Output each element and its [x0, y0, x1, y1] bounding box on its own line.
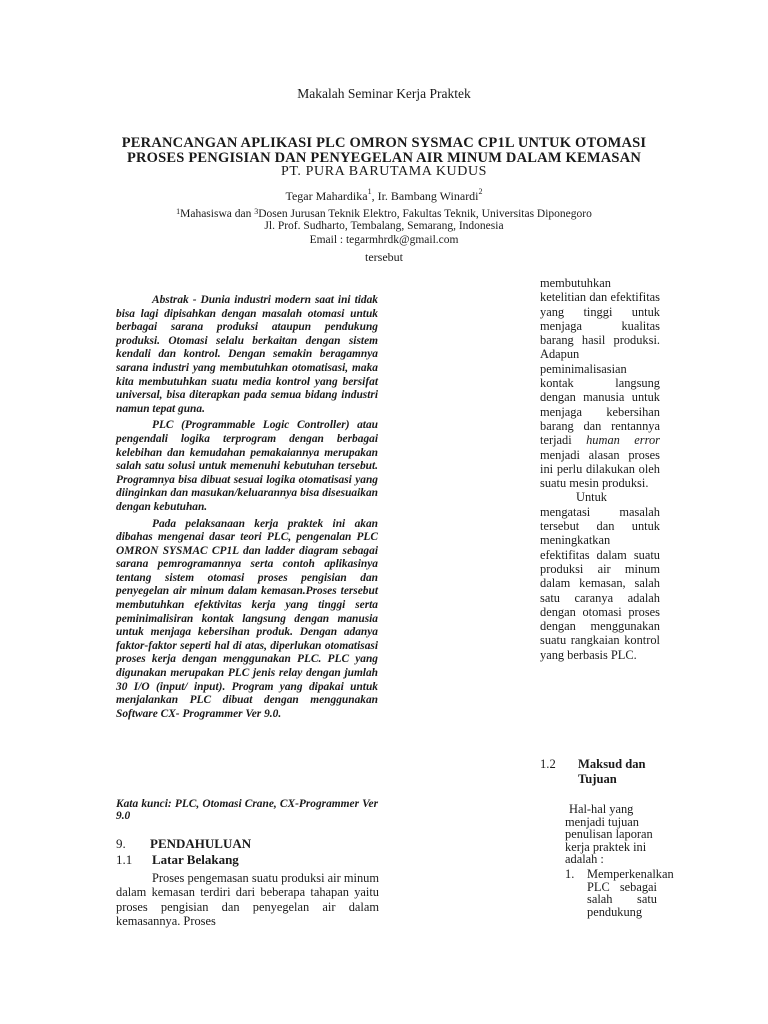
stray-word: tersebut [365, 250, 403, 264]
affil-sup-3: 3 [254, 207, 259, 216]
affiliation-line-2: Jl. Prof. Sudharto, Tembalang, Semarang, Indonesia [264, 220, 504, 232]
keywords: Kata kunci: PLC, Otomasi Crane, CX-Programmer Ver 9.0 [116, 798, 378, 822]
section-heading-pendahuluan [116, 836, 251, 852]
right-column-text [540, 276, 660, 662]
section-heading-latar-belakang [116, 852, 239, 868]
abstract-paragraph-3: Pada pelaksanaan kerja praktek ini akan dibahas mengenai dasar teori PLC, pengenalan PLC OMRON SYSMAC CP1L dan ladder diagram sebagai sarana pemrogramannya serta contoh aplikasinya tentang sistem otomasi proses pengisian dan penyegelan air minum dalam kemasan.Proses tersebut membutuhkan efektivitas kerja yang tinggi serta peminimalisiran kontak langsung dengan manusia untuk menjaga kebersihan produk. Dengan adanya faktor-faktor seperti hal di atas, diperlukan otomatisasi proses kerja dengan menggunakan PLC. PLC yang digunakan merupakan PLC jenis relay dengan jumlah 30 I/O (input/ input). Program yang dipakai untuk menjalankan PLC dibuat dengan menggunakan Software CX- Programmer Ver 9.0. [116, 517, 378, 720]
author-2: Ir. Bambang Winardi [377, 189, 479, 203]
section-number: 1.1 [116, 852, 133, 867]
abstract-paragraph-2: PLC (Programmable Logic Controller) atau pengendali logika terprogram dengan berbagai kelebihan dan kemudahan pemakaiannya merupakan salah satu solusi untuk memenuhi kebutuhan tersebut. Programnya bisa dibuat sesuai logika otomatisasi yang diinginkan dan masukan/keluarannya bisa disesuaikan dengan kebutuhan. [116, 419, 378, 513]
affiliation-block [0, 208, 768, 246]
affil-text-1: Mahasiswa dan [180, 208, 255, 220]
author-line [0, 189, 768, 204]
right-p1-italic: human error [586, 433, 660, 448]
purpose-paragraph [565, 803, 657, 866]
running-header: Makalah Seminar Kerja Praktek [297, 86, 471, 101]
title-line-2: PROSES PENGISIAN DAN PENYEGELAN AIR MINUM DALAM KEMASAN [126, 150, 642, 166]
list-item-text: Memperkenalkan PLC sebagai salah satu pendukung [587, 867, 674, 919]
abstract-paragraph-1: Abstrak - Dunia industri modern saat ini tidak bisa lagi dipisahkan dengan masalah otomasi untuk berbagai sarana produksi ataupun pendukung produksi. Otomasi selalu berkaitan dengan sistem kendali dan kontrol. Dengan semakin beragamnya sarana industri yang membutuhkan otomatisasi, maka kita membutuhkan suatu media kontrol yang bersifat universal, bisa diterapkan pada semua bidang industri namun tepat guna. [116, 294, 378, 415]
author-1-sup: 1 [367, 187, 372, 196]
list-item [565, 867, 674, 919]
section-heading-maksud-tujuan [540, 757, 646, 787]
intro-paragraph [116, 871, 379, 929]
section-title: Latar Belakang [152, 852, 239, 867]
abstract [116, 294, 378, 724]
right-p1-text-a: membutuhkan ketelitian dan efektifitas yang tinggi untuk menjaga kualitas barang hasil produksi. Adapun peminimalisasian kontak langsung dengan manusia untuk menjaga kebersihan barang dan rentannya terjadi [540, 276, 660, 448]
section-title-line-1: Maksud dan [578, 757, 646, 771]
affiliation-email: Email : tegarmhrdk@gmail.com [309, 234, 459, 246]
purpose-text: Hal-hal yang menjadi tujuan penulisan laporan kerja praktek ini adalah : [565, 802, 653, 867]
title-line-1: PERANCANGAN APLIKASI PLC OMRON SYSMAC CP1L UNTUK OTOMASI [121, 135, 647, 151]
paper-title [60, 136, 708, 166]
affil-text-2: Dosen Jurusan Teknik Elektro, Fakultas Teknik, Universitas Diponegoro [258, 208, 592, 220]
paper-subtitle: PT. PURA BARUTAMA KUDUS [280, 164, 488, 179]
right-paragraph-2: Untuk mengatasi masalah tersebut dan untuk meningkatkan efektifitas dalam suatu produksi air minum dalam kemasan, salah satu caranya adalah dengan otomasi proses dengan menggunakan suatu rangkaian kontrol yang berbasis PLC. [540, 490, 660, 662]
list-marker: 1. [565, 867, 575, 881]
affil-sup-1: 1 [176, 207, 181, 216]
section-number: 9. [116, 836, 126, 851]
author-2-sup: 2 [478, 187, 483, 196]
right-paragraph-1 [540, 276, 660, 490]
section-number: 1.2 [540, 757, 556, 771]
section-title-line-2: Tujuan [578, 772, 617, 786]
affiliation-line-1 [0, 208, 768, 220]
intro-text: Proses pengemasan suatu produksi air minum dalam kemasan terdiri dari beberapa tahapan yaitu proses pengisian dan penyegelan air dalam kemasannya. Proses [116, 871, 379, 929]
section-title: PENDAHULUAN [150, 836, 252, 851]
author-1: Tegar Mahardika [285, 189, 368, 203]
right-p1-text-b: menjadi alasan proses ini perlu dilakukan oleh suatu mesin produksi. [540, 447, 660, 491]
author-separator: , [371, 189, 378, 203]
